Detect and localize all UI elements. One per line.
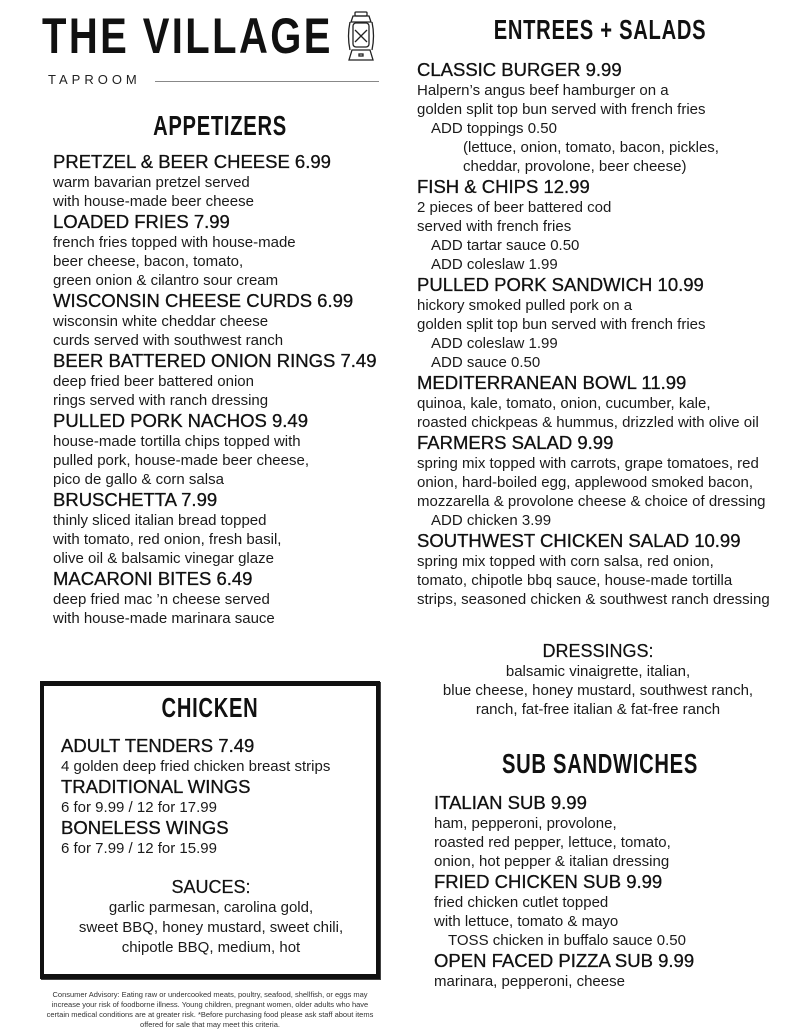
subs-heading: SUB SANDWICHES: [501, 748, 698, 779]
subs-list: [434, 792, 694, 991]
sauces-block: [44, 876, 378, 958]
item-desc: pulled pork, house-made beer cheese,: [53, 452, 309, 469]
menu-item: [61, 735, 330, 776]
item-desc: ham, pepperoni, provolone,: [434, 815, 617, 832]
menu-item: [53, 410, 376, 489]
item-desc: rings served with ranch dressing: [53, 392, 269, 409]
brand-subtitle: TAPROOM: [48, 72, 141, 87]
menu-item: [61, 776, 330, 817]
entrees-list: [417, 59, 770, 609]
item-desc: with house-made marinara sauce: [53, 610, 275, 627]
item-desc: marinara, pepperoni, cheese: [434, 973, 625, 990]
item-desc: pico de gallo & corn salsa: [53, 471, 224, 488]
menu-item: [417, 372, 770, 432]
item-addon: ADD coleslaw 1.99: [431, 256, 558, 273]
dressings-block: [410, 640, 786, 719]
sauce-line: garlic parmesan, carolina gold,: [108, 899, 314, 916]
item-name: BONELESS WINGS: [61, 817, 229, 838]
item-name: ITALIAN SUB 9.99: [434, 792, 587, 813]
item-name: CLASSIC BURGER 9.99: [417, 59, 622, 80]
item-addon: ADD sauce 0.50: [431, 354, 541, 371]
menu-item: [53, 489, 376, 568]
dressing-line: ranch, fat-free italian & fat-free ranch: [475, 701, 721, 718]
menu-item: [53, 568, 376, 628]
menu-item: [53, 350, 376, 410]
item-name: MACARONI BITES 6.49: [53, 568, 253, 589]
item-desc: wisconsin white cheddar cheese: [53, 313, 269, 330]
sauce-line: sweet BBQ, honey mustard, sweet chili,: [78, 919, 344, 936]
item-desc: green onion & cilantro sour cream: [53, 272, 279, 289]
item-desc: warm bavarian pretzel served: [53, 174, 250, 191]
menu-item: [61, 817, 330, 858]
item-desc: 6 for 7.99 / 12 for 15.99: [61, 840, 217, 857]
item-desc: house-made tortilla chips topped with: [53, 433, 301, 450]
item-addon: TOSS chicken in buffalo sauce 0.50: [448, 932, 686, 949]
lantern-icon: [344, 10, 378, 66]
item-name: TRADITIONAL WINGS: [61, 776, 251, 797]
item-name: SOUTHWEST CHICKEN SALAD 10.99: [417, 530, 741, 551]
menu-item: [53, 151, 376, 211]
item-desc: deep fried mac ’n cheese served: [53, 591, 270, 608]
item-desc: served with french fries: [417, 218, 572, 235]
item-name: PULLED PORK SANDWICH 10.99: [417, 274, 704, 295]
menu-item: [417, 432, 770, 530]
item-desc: Halpern’s angus beef hamburger on a: [417, 82, 669, 99]
item-desc: with tomato, red onion, fresh basil,: [53, 531, 282, 548]
item-desc: onion, hard-boiled egg, applewood smoked bacon,: [417, 474, 754, 491]
item-addon-detail: cheddar, provolone, beer cheese): [463, 158, 687, 175]
item-name: FISH & CHIPS 12.99: [417, 176, 590, 197]
menu-item: [434, 871, 694, 950]
menu-item: [53, 290, 376, 350]
item-desc: 2 pieces of beer battered cod: [417, 199, 612, 216]
item-desc: french fries topped with house-made: [53, 234, 296, 251]
item-name: BEER BATTERED ONION RINGS 7.49: [53, 350, 377, 371]
sauces-heading: SAUCES:: [171, 877, 251, 897]
menu-item: [434, 950, 694, 991]
item-name: OPEN FACED PIZZA SUB 9.99: [434, 950, 695, 971]
item-desc: golden split top bun served with french fries: [417, 101, 706, 118]
item-desc: with lettuce, tomato & mayo: [434, 913, 619, 930]
menu-item: [434, 792, 694, 871]
chicken-heading: CHICKEN: [161, 692, 259, 723]
menu-item: [417, 59, 770, 176]
item-addon: ADD tartar sauce 0.50: [431, 237, 580, 254]
item-desc: deep fried beer battered onion: [53, 373, 254, 390]
item-desc: strips, seasoned chicken & southwest ranch dressing: [417, 591, 770, 608]
item-name: MEDITERRANEAN BOWL 11.99: [417, 372, 687, 393]
menu-item: [53, 211, 376, 290]
item-desc: quinoa, kale, tomato, onion, cucumber, kale,: [417, 395, 711, 412]
item-desc: roasted red pepper, lettuce, tomato,: [434, 834, 671, 851]
item-name: FRIED CHICKEN SUB 9.99: [434, 871, 663, 892]
menu-item: [417, 274, 770, 372]
item-desc: spring mix topped with corn salsa, red onion,: [417, 553, 714, 570]
item-desc: tomato, chipotle bbq sauce, house-made tortilla: [417, 572, 733, 589]
item-name: PULLED PORK NACHOS 9.49: [53, 410, 308, 431]
item-desc: thinly sliced italian bread topped: [53, 512, 267, 529]
appetizers-list: [53, 151, 376, 628]
dressings-heading: DRESSINGS:: [542, 641, 654, 661]
item-desc: roasted chickpeas & hummus, drizzled with olive oil: [417, 414, 759, 431]
brand-title: THE VILLAGE: [42, 8, 333, 64]
item-desc: 4 golden deep fried chicken breast strips: [61, 758, 331, 775]
item-desc: olive oil & balsamic vinegar glaze: [53, 550, 274, 567]
appetizers-heading: APPETIZERS: [153, 110, 287, 141]
item-addon: ADD chicken 3.99: [431, 512, 552, 529]
item-name: FARMERS SALAD 9.99: [417, 432, 614, 453]
entrees-heading: ENTREES + SALADS: [493, 14, 707, 45]
item-desc: golden split top bun served with french fries: [417, 316, 706, 333]
dressing-line: blue cheese, honey mustard, southwest ranch,: [442, 682, 754, 699]
item-desc: onion, hot pepper & italian dressing: [434, 853, 670, 870]
item-name: PRETZEL & BEER CHEESE 6.99: [53, 151, 331, 172]
item-desc: with house-made beer cheese: [53, 193, 254, 210]
item-desc: spring mix topped with carrots, grape tomatoes, red: [417, 455, 759, 472]
item-name: ADULT TENDERS 7.49: [61, 735, 255, 756]
chicken-list: [61, 735, 330, 858]
sauce-line: chipotle BBQ, medium, hot: [121, 939, 301, 956]
item-desc: fried chicken cutlet topped: [434, 894, 609, 911]
item-desc: beer cheese, bacon, tomato,: [53, 253, 244, 270]
consumer-advisory: Consumer Advisory: Eating raw or undercooked meats, poultry, seafood, shellfish, or eggs may increase your risk of foodborne illness. Young children, pregnant women, older adults who have certain medical conditions are at greater risk. *Before purchasing food please ask staff about items offered for sale that may meet this criteria.: [46, 990, 374, 1029]
item-addon-detail: (lettuce, onion, tomato, bacon, pickles,: [463, 139, 719, 156]
dressing-line: balsamic vinaigrette, italian,: [505, 663, 691, 680]
item-desc: hickory smoked pulled pork on a: [417, 297, 633, 314]
menu-item: [417, 530, 770, 609]
item-name: LOADED FRIES 7.99: [53, 211, 230, 232]
item-addon: ADD toppings 0.50: [431, 120, 557, 137]
menu-item: [417, 176, 770, 274]
item-desc: mozzarella & provolone cheese & choice of dressing: [417, 493, 766, 510]
item-desc: curds served with southwest ranch: [53, 332, 284, 349]
item-name: BRUSCHETTA 7.99: [53, 489, 218, 510]
item-name: WISCONSIN CHEESE CURDS 6.99: [53, 290, 354, 311]
item-desc: 6 for 9.99 / 12 for 17.99: [61, 799, 217, 816]
item-addon: ADD coleslaw 1.99: [431, 335, 558, 352]
header-divider: [155, 81, 379, 82]
